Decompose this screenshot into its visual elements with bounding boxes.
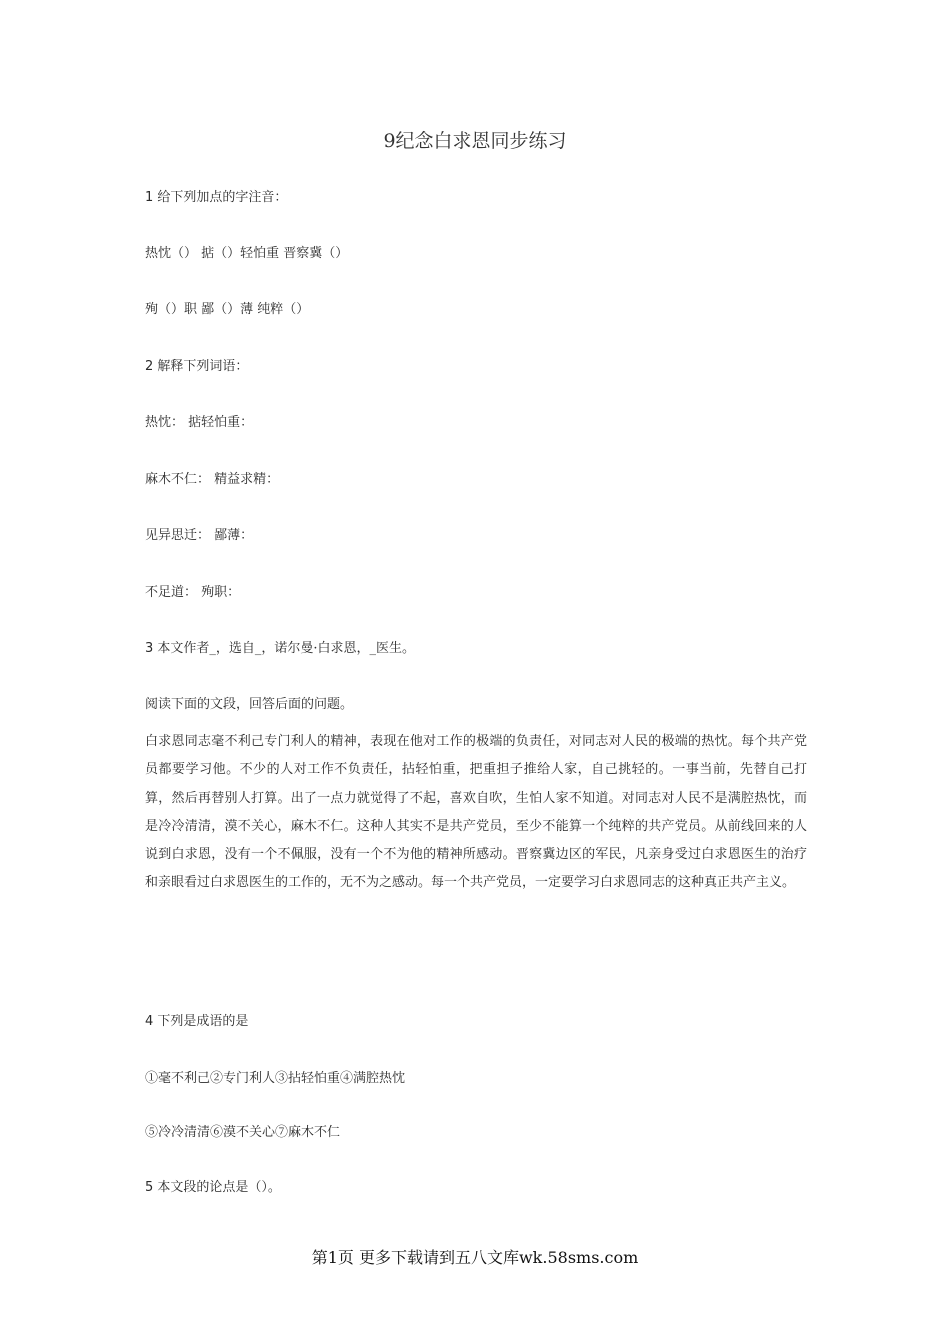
question-1-heading [145,186,287,205]
question-2-line-1: 热忱： 掂轻怕重： [145,415,254,430]
question-4-number: 4 [145,1014,154,1029]
reading-intro: 阅读下面的文段，回答后面的问题。 [145,697,354,712]
question-4-heading [145,1010,248,1029]
question-5-text: 本文段的论点是（）。 [157,1180,281,1195]
question-3-text: 本文作者_，选自_，诺尔曼·白求恩，_医生。 [157,641,416,656]
question-2-heading [145,355,248,374]
question-1-line-1: 热忱（） 掂（）轻怕重 晋察冀（） [145,246,349,261]
page-footer: 第1页 更多下载请到五八文库wk.58sms.com [311,1248,639,1267]
question-2-line-4: 不足道： 殉职： [145,585,241,600]
question-1-text: 给下列加点的字注音： [157,190,288,205]
question-3-heading [145,637,415,656]
reading-passage: 白求恩同志毫不利己专门利人的精神，表现在他对工作的极端的负责任，对同志对人民的极端的热忱。每个共产党员都要学习他。不少的人对工作不负责任，拈轻怕重，把重担子推给人家，自己挑轻的。一事当前，先替自己打算，然后再替别人打算。出了一点力就觉得了不起，喜欢自吹，生怕人家不知道。对同志对人民不是满腔热忱，而是冷冷清清，漠不关心，麻木不仁。这种人其实不是共产党员，至少不能算一个纯粹的共产党员。从前线回来的人说到白求恩，没有一个不佩服，没有一个不为他的精神所感动。晋察冀边区的军民，凡亲身受过白求恩医生的治疗和亲眼看过白求恩医生的工作的，无不为之感动。每一个共产党员，一定要学习白求恩同志的这种真正共产主义。 [145,734,807,891]
question-1-line-2: 殉（）职 鄙（）薄 纯粹（） [145,302,310,317]
question-2-line-2: 麻木不仁： 精益求精： [145,472,280,487]
document-title: 9纪念白求恩同步练习 [383,130,567,152]
question-5-number: 5 [145,1180,154,1195]
question-2-line-3: 见异思迁： 鄙薄： [145,528,254,543]
question-4-text: 下列是成语的是 [157,1014,249,1029]
question-1-number: 1 [145,190,154,205]
question-4-options-1: ①毫不利己②专门利人③拈轻怕重④满腔热忱 [145,1071,406,1086]
question-2-text: 解释下列词语： [157,359,249,374]
question-3-number: 3 [145,641,154,656]
question-4-options-2: ⑤冷冷清清⑥漠不关心⑦麻木不仁 [145,1125,341,1140]
question-2-number: 2 [145,359,154,374]
question-5-heading [145,1176,281,1195]
